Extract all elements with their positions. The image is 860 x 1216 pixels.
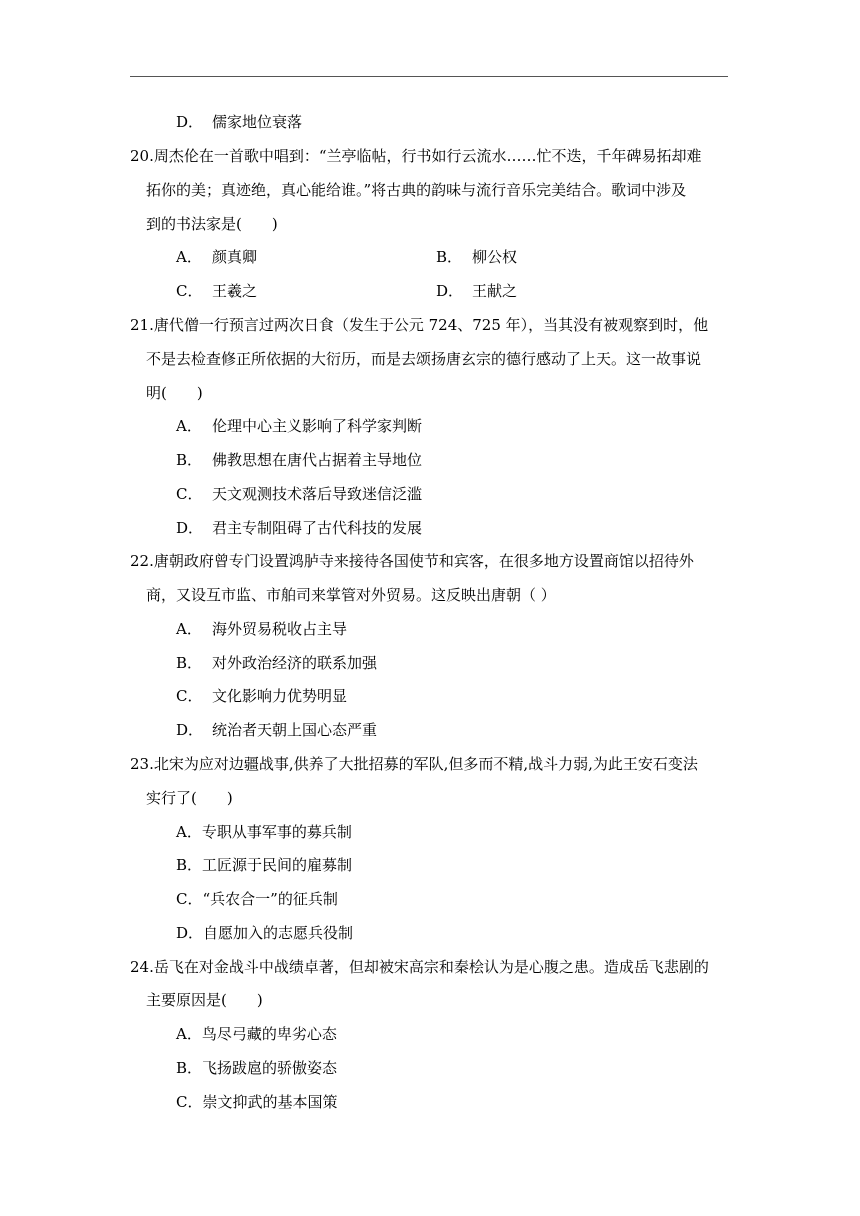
option-d: D． 王献之 [436,282,518,300]
header-rule [130,76,728,77]
option-d: D． 统治者天朝上国心态严重 [176,721,378,739]
question-text-line: 24.岳飞在对金战斗中战绩卓著，但却被宋高宗和秦桧认为是心腹之患。造成岳飞悲剧的 [130,958,709,976]
option-b: B．飞扬跋扈的骄傲姿态 [176,1059,338,1077]
question-text-line: 22.唐朝政府曾专门设置鸿胪寺来接待各国使节和宾客，在很多地方设置商馆以招待外 [130,552,694,570]
question-text-line: 21.唐代僧一行预言过两次日食（发生于公元 724、725 年），当其没有被观察到时，他 [130,316,709,334]
option-b: B． 对外政治经济的联系加强 [176,654,378,672]
question-text-line: 23.北宋为应对边疆战事,供养了大批招募的军队,但多而不精,战斗力弱,为此王安石变法 [130,755,698,773]
question-text-line: 商，又设互市监、市舶司来掌管对外贸易。这反映出唐朝（ ） [146,586,556,604]
option-d: D． 儒家地位衰落 [176,113,303,131]
option-c: C． 天文观测技术落后导致迷信泛滥 [176,485,423,503]
question-text-line: 实行了( ) [146,789,233,807]
question-text-line: 到的书法家是( ) [146,215,278,233]
option-a: A． 颜真卿 [176,248,258,266]
option-a: A．鸟尽弓藏的卑劣心态 [176,1025,337,1043]
option-d: D． 君主专制阻碍了古代科技的发展 [176,519,423,537]
question-text-line: 20.周杰伦在一首歌中唱到：“兰亭临帖，行书如行云流水……忙不迭，千年碑易拓却难 [130,147,702,165]
option-c: C． 文化影响力优势明显 [176,687,348,705]
question-text-line: 明( ) [146,384,203,402]
option-c: C．崇文抑武的基本国策 [176,1093,338,1111]
option-b: B． 佛教思想在唐代占据着主导地位 [176,451,423,469]
option-b: B． 柳公权 [436,248,518,266]
option-c: C．“兵农合一”的征兵制 [176,890,338,908]
question-text-line: 主要原因是( ) [146,991,263,1009]
option-a: A．专职从事军事的募兵制 [176,823,352,841]
option-d: D．自愿加入的志愿兵役制 [176,924,354,942]
option-a: A． 海外贸易税收占主导 [176,620,348,638]
question-text-line: 不是去检查修正所依据的大衍历，而是去颂扬唐玄宗的德行感动了上天。这一故事说 [146,350,702,368]
question-text-line: 拓你的美；真迹绝，真心能给谁。”将古典的韵味与流行音乐完美结合。歌词中涉及 [146,181,687,199]
option-c: C． 王羲之 [176,282,258,300]
option-b: B．工匠源于民间的雇募制 [176,856,353,874]
option-a: A． 伦理中心主义影响了科学家判断 [176,417,423,435]
